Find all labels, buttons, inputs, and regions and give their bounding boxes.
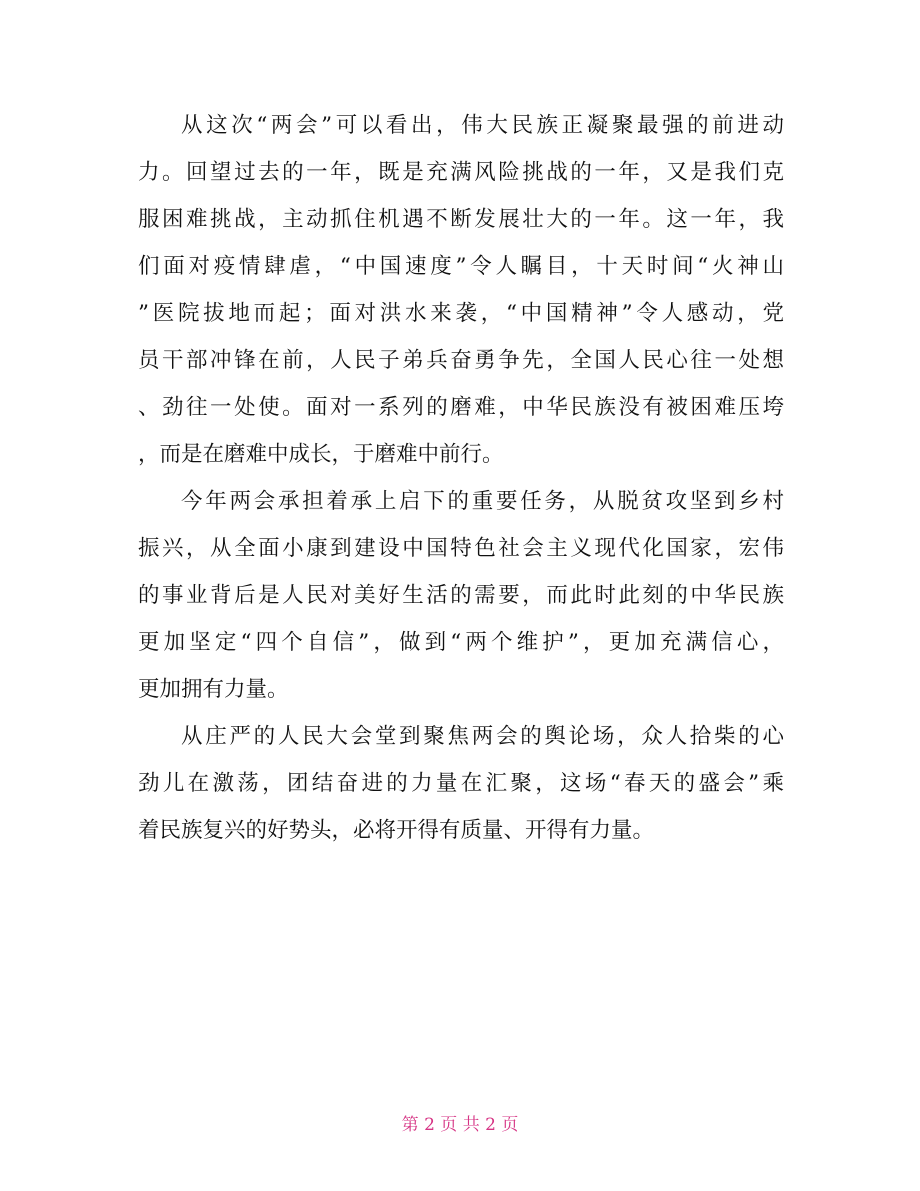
text-line: 更加拥有力量。: [138, 677, 289, 702]
text-line: ，而是在磨难中成长，于磨难中前行。: [138, 442, 504, 467]
text-line: 着民族复兴的好势头，必将开得有质量、开得有力量。: [138, 818, 655, 843]
text-line: ”医院拔地而起；面对洪水来袭，“中国精神”令人感动，党: [138, 301, 784, 326]
text-line: 今年两会承担着承上启下的重要任务，从脱贫攻坚到乡村: [181, 489, 784, 514]
text-line: 力。回望过去的一年，既是充满风险挑战的一年，又是我们克: [138, 160, 784, 185]
text-line: 劲儿在激荡，团结奋进的力量在汇聚，这场“春天的盛会”乘: [138, 771, 784, 796]
text-line: 员干部冲锋在前，人民子弟兵奋勇争先，全国人民心往一处想: [138, 348, 784, 373]
text-line: 从庄严的人民大会堂到聚焦两会的舆论场，众人拾柴的心: [181, 724, 784, 749]
paragraph-3: [138, 713, 784, 854]
document-body: [138, 102, 784, 854]
text-line: 、劲往一处使。面对一系列的磨难，中华民族没有被困难压垮: [138, 395, 784, 420]
paragraph-1: [138, 102, 784, 478]
text-line: 的事业背后是人民对美好生活的需要，而此时此刻的中华民族: [138, 583, 784, 608]
paragraph-2: [138, 478, 784, 713]
text-line: 从这次“两会”可以看出，伟大民族正凝聚最强的前进动: [181, 113, 784, 138]
text-line: 们面对疫情肆虐，“中国速度”令人瞩目，十天时间“火神山: [138, 254, 784, 279]
text-line: 服困难挑战，主动抓住机遇不断发展壮大的一年。这一年，我: [138, 207, 784, 232]
text-line: 更加坚定“四个自信”，做到“两个维护”，更加充满信心，: [138, 630, 784, 655]
text-line: 振兴，从全面小康到建设中国特色社会主义现代化国家，宏伟: [138, 536, 784, 561]
page-number-footer: 第 2 页 共 2 页: [401, 1115, 519, 1135]
